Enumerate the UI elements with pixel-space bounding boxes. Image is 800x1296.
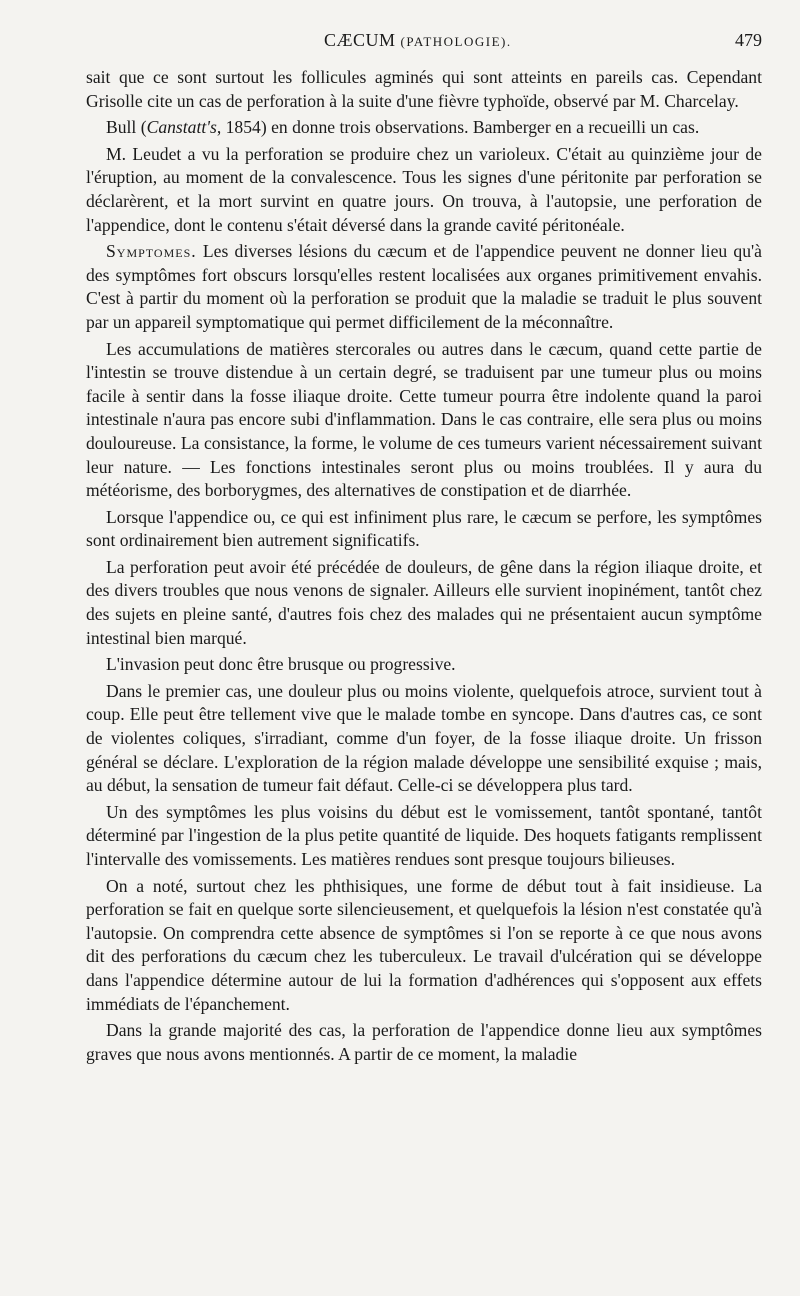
paragraph: Dans le premier cas, une douleur plus ou moins violente, quelquefois atroce, survient tout à coup. Elle peut être tellement vive que le malade tombe en syncope. Dans d'autres cas, ce sont de violentes coliques, s'irradiant, comme d'un foyer, de la fosse iliaque droite. Un frisson général se déclare. L'exploration de la région malade développe une sensibilité exquise ; mais, au début, la sensation de tumeur fait défaut. Celle-ci se développera plus tard. [86,680,762,796]
running-title-sub: (PATHOLOGIE). [400,34,512,49]
paragraph: Les accumulations de matières stercorales ou autres dans le cæcum, quand cette partie de l'intestin se trouve distendue à un certain degré, se traduisent par une tumeur plus ou moins facile à sentir dans la fosse iliaque droite. Cette tumeur pourra être indolente quand la paroi intestinale n'aura pas encore subi d'inflammation. Dans le cas contraire, elle sera plus ou moins douloureuse. La consistance, la forme, le volume de ces tumeurs varient nécessairement suivant leur nature. — Les fonctions intestinales seront plus ou moins troublées. Il y aura du météorisme, des borborygmes, des alternatives de constipation et de diarrhée. [86,338,762,501]
paragraph-post: , 1854) en donne trois observations. Bamberger en a recueilli un cas. [216,117,700,138]
paragraph [86,240,762,334]
paragraph: Dans la grande majorité des cas, la perforation de l'appendice donne lieu aux symptômes graves que nous avons mentionnés. A partir de ce moment, la maladie [86,1020,762,1064]
paragraph: Un des symptômes les plus voisins du début est le vomissement, tantôt spontané, tantôt déterminé par l'ingestion de la plus petite quantité de liquide. Des hoquets fatigants remplissent l'intervalle des vomissements. Les matières rendues sont presque toujours bilieuses. [86,801,762,869]
paragraph: La perforation peut avoir été précédée de douleurs, de gêne dans la région iliaque droite, et des divers troubles que nous venons de signaler. Ailleurs elle survient inopinément, tantôt chez des sujets en pleine santé, d'autres fois chez des malades qui ne présentaient aucun symptôme intestinal bien marqué. [86,556,762,648]
paragraph-pre: Bull ( [106,117,147,138]
paragraph: sait que ce sont surtout les follicules agminés qui sont atteints en pareils cas. Cependant Grisolle cite un cas de perforation à la suite d'une fièvre typhoïde, observé par M. Charcelay. [86,67,762,111]
body-text [86,66,762,1066]
paragraph: L'invasion peut donc être brusque ou progressive. [106,654,456,675]
paragraph: Lorsque l'appendice ou, ce qui est infiniment plus rare, le cæcum se perfore, les symptômes sont ordinairement bien autrement significatifs. [86,506,762,551]
running-header [86,30,762,60]
paragraph [86,116,762,140]
paragraph: On a noté, surtout chez les phthisiques, une forme de début tout à fait insidieuse. La perforation se fait en quelque sorte silencieusement, et quelquefois la lésion n'est constatée qu'à l'autopsie. On comprendra cette absence de symptômes si l'on se reporte à ce que nous avons dit des perforations du cæcum chez les tuberculeux. Le travail d'ulcération qui se développe dans l'appendice détermine autour de lui la formation d'adhérences qui s'opposent aux effets immédiats de l'épanchement. [86,875,762,1014]
paragraph-italic-citation: Canstatt's [146,117,217,138]
running-title [324,30,512,51]
paragraph-text: Les diverses lésions du cæcum et de l'appendice peuvent ne donner lieu qu'à des symptômes fort obscurs lorsqu'elles restent localisées aux organes primitivement envahis. C'est à partir du moment où la perforation se produit que la maladie se traduit le plus souvent par un appareil symptomatique qui permet difficilement de la méconnaître. [86,241,762,332]
paragraph: M. Leudet a vu la perforation se produire chez un varioleux. C'était au quinzième jour de l'éruption, au moment de la convalescence. Tous les signes d'une péritonite par perforation se déclarèrent, et la mort survint en quatre jours. On trouva, à l'autopsie, une perforation de l'appendice, dont le contenu s'était déversé dans la grande cavité péritonéale. [86,143,762,235]
section-lead: Symptomes. [106,241,197,262]
running-title-main: CÆCUM [324,30,396,50]
page-number: 479 [735,30,762,50]
